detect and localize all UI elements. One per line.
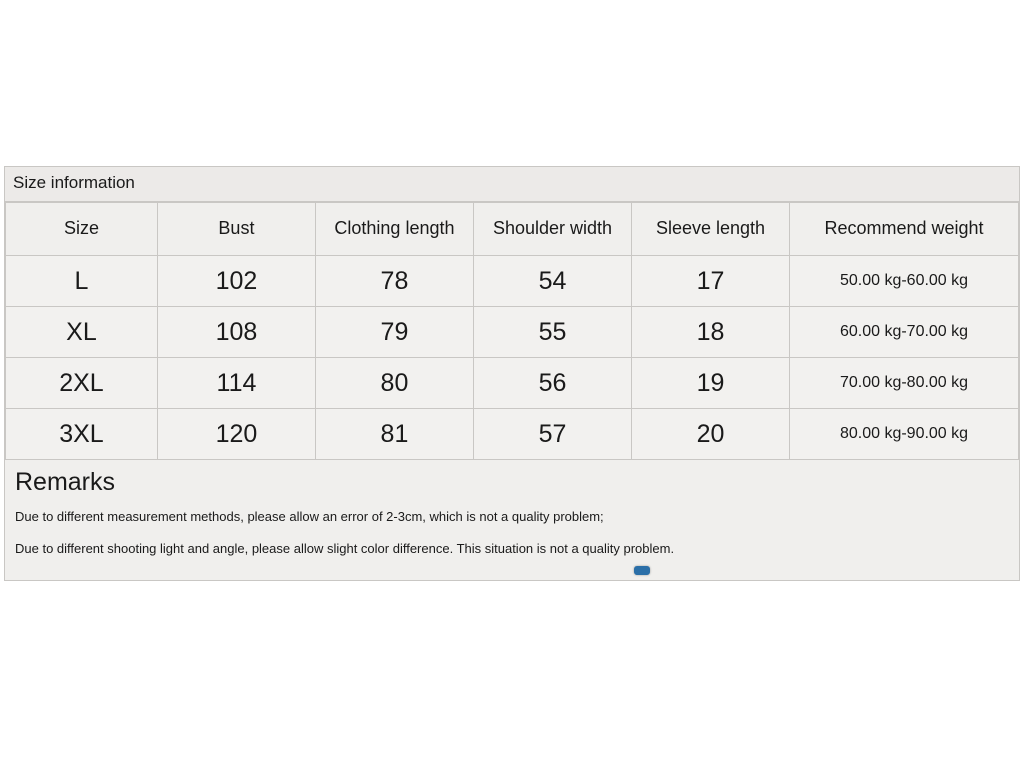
cell-size: 2XL [6, 358, 158, 409]
cell-clothing-length: 80 [315, 358, 473, 409]
column-header-bust: Bust [157, 203, 315, 256]
cell-shoulder-width: 56 [473, 358, 631, 409]
cell-size: L [6, 256, 158, 307]
size-information-panel [4, 166, 1020, 581]
cell-sleeve-length: 20 [631, 409, 789, 460]
cell-recommend-weight: 50.00 kg-60.00 kg [790, 256, 1019, 307]
cell-recommend-weight: 80.00 kg-90.00 kg [790, 409, 1019, 460]
column-header-shoulder-width: Shoulder width [473, 203, 631, 256]
table-row [6, 307, 1019, 358]
cell-clothing-length: 79 [315, 307, 473, 358]
cell-clothing-length: 78 [315, 256, 473, 307]
table-row [6, 409, 1019, 460]
remarks-heading: Remarks [5, 460, 1019, 501]
remark-line: Due to different shooting light and angle, please allow slight color difference. This situation is not a quality problem. [15, 540, 675, 556]
cell-sleeve-length: 17 [631, 256, 789, 307]
size-information-title-row [5, 167, 1019, 202]
table-row [6, 358, 1019, 409]
cell-bust: 108 [157, 307, 315, 358]
cell-bust: 120 [157, 409, 315, 460]
cell-recommend-weight: 70.00 kg-80.00 kg [790, 358, 1019, 409]
cell-shoulder-width: 55 [473, 307, 631, 358]
column-header-recommend-weight: Recommend weight [790, 203, 1019, 256]
cell-clothing-length: 81 [315, 409, 473, 460]
size-table-header [6, 203, 1019, 256]
remark-line: Due to different measurement methods, please allow an error of 2-3cm, which is not a quality problem; [15, 509, 604, 525]
column-header-size: Size [6, 203, 158, 256]
cell-bust: 114 [157, 358, 315, 409]
cell-bust: 102 [157, 256, 315, 307]
page-title: Size information [13, 173, 135, 192]
cell-shoulder-width: 57 [473, 409, 631, 460]
cell-shoulder-width: 54 [473, 256, 631, 307]
remarks-body [5, 501, 1019, 580]
table-row [6, 256, 1019, 307]
column-header-sleeve-length: Sleeve length [631, 203, 789, 256]
cell-size: 3XL [6, 409, 158, 460]
cell-recommend-weight: 60.00 kg-70.00 kg [790, 307, 1019, 358]
cell-sleeve-length: 18 [631, 307, 789, 358]
column-header-clothing-length: Clothing length [315, 203, 473, 256]
table-header-row [6, 203, 1019, 256]
cell-size: XL [6, 307, 158, 358]
cell-sleeve-length: 19 [631, 358, 789, 409]
size-table-body [6, 256, 1019, 460]
cursor-indicator [634, 566, 650, 575]
size-table [5, 202, 1019, 460]
